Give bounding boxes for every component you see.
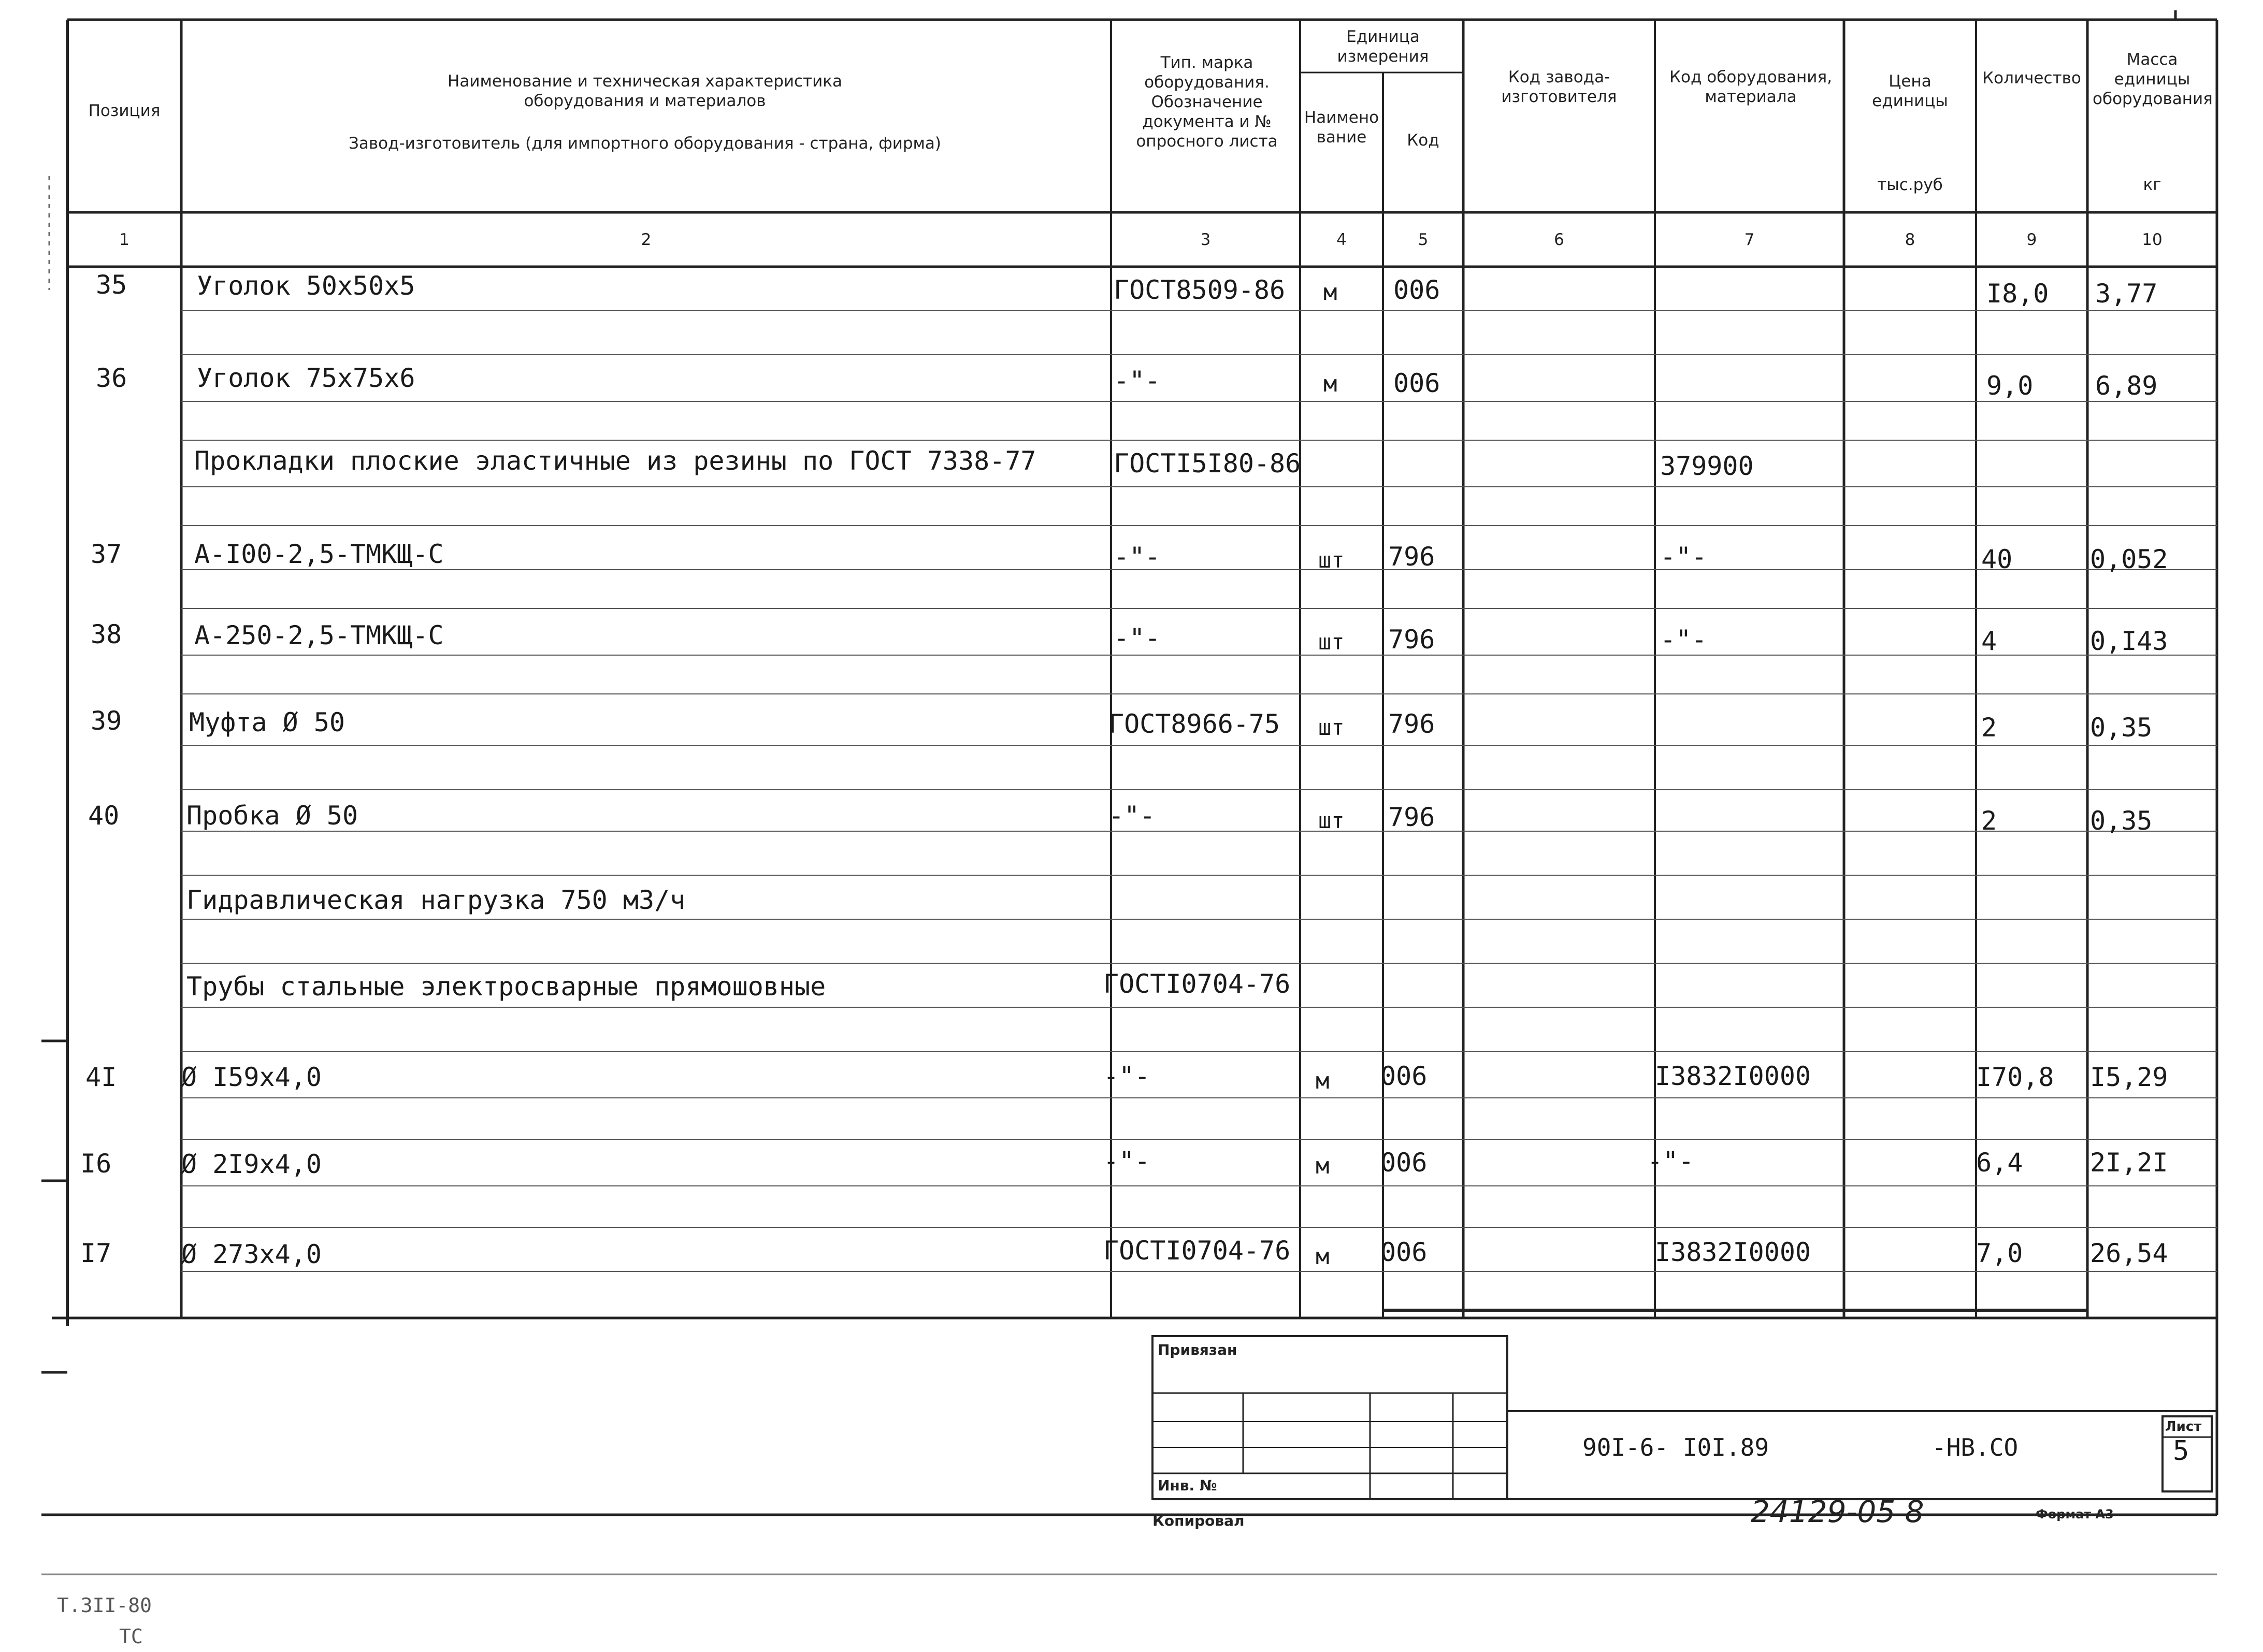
stamp-attached-label: Привязан <box>1158 1341 1237 1358</box>
row-unit-code: 006 <box>1393 368 1440 398</box>
row-position: 37 <box>91 539 122 569</box>
row-quantity: I70,8 <box>1976 1062 2054 1092</box>
header-mass: Масса единицы оборудования <box>2093 50 2213 108</box>
row-unit-code: 006 <box>1393 275 1440 305</box>
row-unit: м <box>1323 371 1337 397</box>
row-document: ГОСТ8966-75 <box>1108 709 1280 739</box>
row-unit-code: 796 <box>1388 542 1435 572</box>
row-mass: 3,77 <box>2095 279 2158 309</box>
margin-note-label: ТС <box>119 1625 143 1648</box>
row-quantity: 9,0 <box>1986 371 2034 401</box>
row-unit: шт <box>1318 547 1345 573</box>
row-mass: 0,35 <box>2090 713 2153 743</box>
column-number: 3 <box>1200 230 1211 249</box>
row-name: Уголок 75x75x6 <box>197 363 415 393</box>
row-name: Уголок 50x50x5 <box>197 271 415 301</box>
row-equipment-code: 379900 <box>1660 451 1754 481</box>
header-quantity: Количество <box>1982 69 2081 88</box>
row-unit: шт <box>1318 808 1345 833</box>
row-equipment-code: I3832I0000 <box>1655 1237 1811 1267</box>
stamp-format-label: Формат А3 <box>2036 1507 2114 1521</box>
row-document: -"- <box>1103 1061 1150 1091</box>
row-document: ГОСТI5I80-86 <box>1114 448 1301 479</box>
header-unit-group: Единица измерения <box>1337 27 1429 66</box>
row-document: -"- <box>1103 1146 1150 1176</box>
margin-note-code: Т.3II-80 <box>57 1594 152 1617</box>
stamp-inventory-label: Инв. № <box>1158 1477 1217 1494</box>
row-position: 38 <box>91 619 122 649</box>
row-unit-code: 796 <box>1388 709 1435 739</box>
row-document: -"- <box>1114 366 1161 396</box>
row-unit-code: 006 <box>1380 1061 1428 1091</box>
row-name: Трубы стальные электросварные прямошовные <box>186 972 826 1002</box>
row-name: Ø 273x4,0 <box>181 1239 322 1269</box>
column-number: 4 <box>1336 230 1347 249</box>
header-position: Позиция <box>88 102 161 120</box>
stamp-sheet-number: 5 <box>2173 1436 2189 1467</box>
row-mass: I5,29 <box>2090 1062 2168 1092</box>
row-unit-code: 006 <box>1380 1148 1428 1178</box>
stamp-sheet-label: Лист <box>2165 1419 2202 1434</box>
row-quantity: I8,0 <box>1986 279 2049 309</box>
row-unit-code: 796 <box>1388 802 1435 832</box>
column-number: 1 <box>119 230 129 249</box>
header-name-line1: Наименование и техническая характеристика <box>448 72 842 91</box>
row-unit: м <box>1316 1243 1330 1270</box>
row-equipment-code: -"- <box>1660 625 1707 655</box>
row-quantity: 40 <box>1981 544 2013 574</box>
column-number: 8 <box>1905 230 1915 249</box>
column-number: 10 <box>2142 230 2163 249</box>
header-type-mark: Тип. марка оборудования. Обозначение документа и № опросного листа <box>1136 53 1278 151</box>
row-name: Гидравлическая нагрузка 750 м3/ч <box>186 885 686 915</box>
row-unit: м <box>1323 279 1337 306</box>
column-number: 2 <box>641 230 652 249</box>
header-price-unit: тыс.руб <box>1877 176 1943 194</box>
row-document: -"- <box>1114 623 1161 653</box>
row-unit: шт <box>1318 629 1345 655</box>
row-mass: 0,052 <box>2090 544 2168 574</box>
row-quantity: 7,0 <box>1976 1238 2023 1268</box>
header-equipment-code: Код оборудования, материала <box>1669 68 1832 106</box>
row-quantity: 4 <box>1981 626 1997 656</box>
row-position: 35 <box>96 270 127 300</box>
column-number: 9 <box>2026 230 2037 249</box>
header-price: Цена единицы <box>1872 72 1948 110</box>
row-name: Пробка Ø 50 <box>186 801 358 831</box>
row-quantity: 6,4 <box>1976 1148 2023 1178</box>
row-mass: 0,I43 <box>2090 626 2168 656</box>
header-unit-name: Наименование <box>1304 108 1379 147</box>
row-unit: м <box>1316 1153 1330 1179</box>
row-name: Муфта Ø 50 <box>189 707 345 737</box>
row-position: 39 <box>91 706 122 736</box>
header-mass-unit: кг <box>2143 176 2161 194</box>
row-position: I7 <box>80 1238 112 1268</box>
row-unit: м <box>1316 1068 1330 1094</box>
row-document: ГОСТI0704-76 <box>1103 969 1291 999</box>
row-name: Прокладки плоские эластичные из резины по ГОСТ 7338-77 <box>194 446 1036 476</box>
header-name-line2: оборудования и материалов <box>524 92 766 110</box>
row-equipment-code: I3832I0000 <box>1655 1061 1811 1091</box>
header-name-line3: Завод-изготовитель (для импортного оборудования - страна, фирма) <box>348 134 942 153</box>
row-mass: 26,54 <box>2090 1238 2168 1268</box>
row-position: 40 <box>88 801 120 831</box>
header-unit-code: Код <box>1407 131 1439 150</box>
row-unit-code: 796 <box>1388 625 1435 655</box>
row-name: А-250-2,5-ТМКЩ-С <box>194 620 444 650</box>
row-name: Ø 2I9x4,0 <box>181 1149 322 1179</box>
row-position: 4I <box>85 1062 117 1092</box>
row-mass: 0,35 <box>2090 806 2153 836</box>
column-number: 7 <box>1744 230 1755 249</box>
row-position: 36 <box>96 363 127 393</box>
column-number: 6 <box>1554 230 1564 249</box>
header-plant-code: Код завода-изготовителя <box>1501 68 1617 106</box>
stamp-designation-suffix: -НВ.СО <box>1932 1433 2019 1461</box>
row-document: ГОСТ8509-86 <box>1114 275 1286 305</box>
stamp-handwritten-number: 24129-05 8 <box>1751 1494 1924 1529</box>
row-equipment-code: -"- <box>1647 1146 1694 1176</box>
row-document: -"- <box>1114 542 1161 572</box>
column-number: 5 <box>1418 230 1429 249</box>
row-unit: шт <box>1318 715 1345 740</box>
row-equipment-code: -"- <box>1660 542 1707 572</box>
row-quantity: 2 <box>1981 806 1997 836</box>
row-name: А-I00-2,5-ТМКЩ-С <box>194 539 444 569</box>
stamp-copied-label: Копировал <box>1152 1512 1245 1529</box>
stamp-designation: 90I-6- I0I.89 <box>1582 1433 1769 1461</box>
row-quantity: 2 <box>1981 713 1997 743</box>
row-mass: 6,89 <box>2095 371 2158 401</box>
row-mass: 2I,2I <box>2090 1148 2168 1178</box>
row-document: ГОСТI0704-76 <box>1103 1236 1291 1266</box>
row-unit-code: 006 <box>1380 1237 1428 1267</box>
row-name: Ø I59x4,0 <box>181 1062 322 1092</box>
row-position: I6 <box>80 1149 112 1179</box>
row-document: -"- <box>1108 801 1156 831</box>
